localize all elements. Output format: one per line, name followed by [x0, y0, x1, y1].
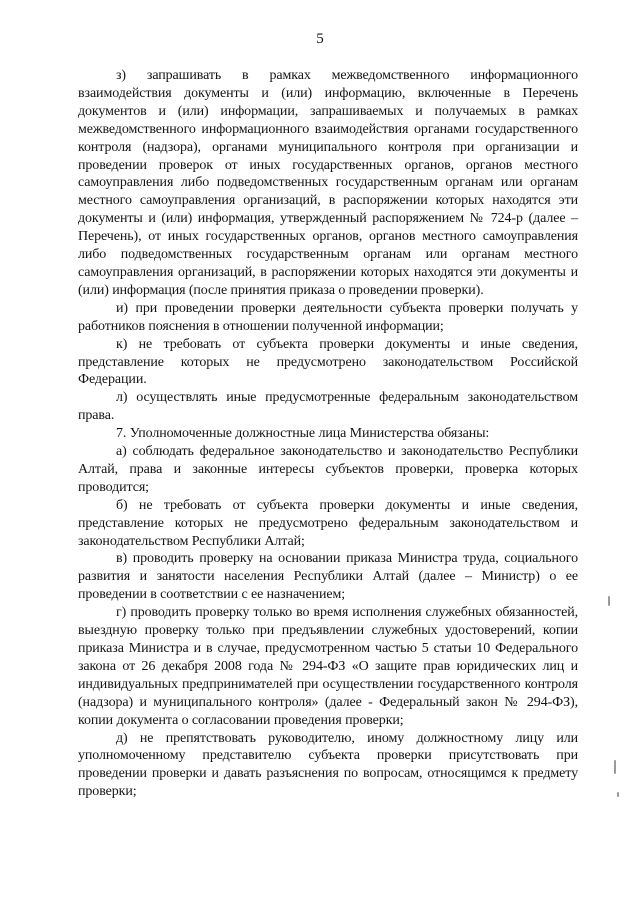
paragraph-section-7: 7. Уполномоченные должностные лица Министерства обязаны:	[116, 426, 490, 442]
scan-speck	[614, 760, 616, 774]
paragraph-d: д) не препятствовать руководителю, иному должностному лицу или уполномоченному представителю субъекта проверки присутствовать при проведении проверки и давать разъяснения по вопросам, относящимся к предмету проверки;	[78, 730, 578, 800]
scan-speck	[617, 792, 619, 797]
paragraph-v: в) проводить проверку на основании приказа Министра труда, социального развития и занятости населения Республики Алтай (далее – Министр) о ее проведении в соответствии с ее назначением;	[78, 551, 578, 603]
paragraph-b: б) не требовать от субъекта проверки документы и иные сведения, представление которых не предусмотрено федеральным законодательством и законодательством Республики Алтай;	[78, 497, 578, 549]
paragraph-z: з) запрашивать в рамках межведомственного информационного взаимодействия документы и (или) информацию, включенные в Перечень документов и (или) информации, запрашиваемых и получаемых в рамках межведомственного информационного взаимодействия органами государственного контроля (надзора), органами муниципального контроля при организации и проведении проверок от иных государственных органов, органов местного самоуправления либо подведомственных государственным органам или органам местного самоуправления организаций, в распоряжении которых находятся эти документы и (или) информация, утвержденный распоряжением № 724-р (далее – Перечень), от иных государственных органов, органов местного самоуправления либо подведомственных государственным органам или органам местного самоуправления организаций, в распоряжении которых находятся эти документы и (или) информация (после принятия приказа о проведении проверки).	[78, 68, 578, 298]
paragraph-g: г) проводить проверку только во время исполнения служебных обязанностей, выездную проверку только при предъявлении служебных удостоверений, копии приказа Министра и в случае, предусмотренном частью 5 статьи 10 Федерального закона от 26 декабря 2008 года № 294-ФЗ «О защите прав юридических лиц и индивидуальных предпринимателей при осуществлении государственного контроля (надзора) и муниципального контроля» (далее - Федеральный закон № 294-ФЗ), копии документа о согласовании проведения проверки;	[78, 605, 578, 728]
document-body	[78, 67, 578, 801]
scan-speck	[608, 596, 610, 606]
page-number: 5	[316, 31, 324, 47]
paragraph-a: а) соблюдать федеральное законодательство и законодательство Республики Алтай, права и законные интересы субъектов проверки, проверка которых проводится;	[78, 444, 578, 495]
paragraph-i: и) при проведении проверки деятельности субъекта проверки получать у работников пояснения в отношении полученной информации;	[78, 300, 578, 334]
paragraph-l: л) осуществлять иные предусмотренные федеральным законодательством права.	[78, 390, 578, 424]
paragraph-k: к) не требовать от субъекта проверки документы и иные сведения, представление которых не предусмотрено законодательством Российской Федерации.	[78, 336, 578, 388]
